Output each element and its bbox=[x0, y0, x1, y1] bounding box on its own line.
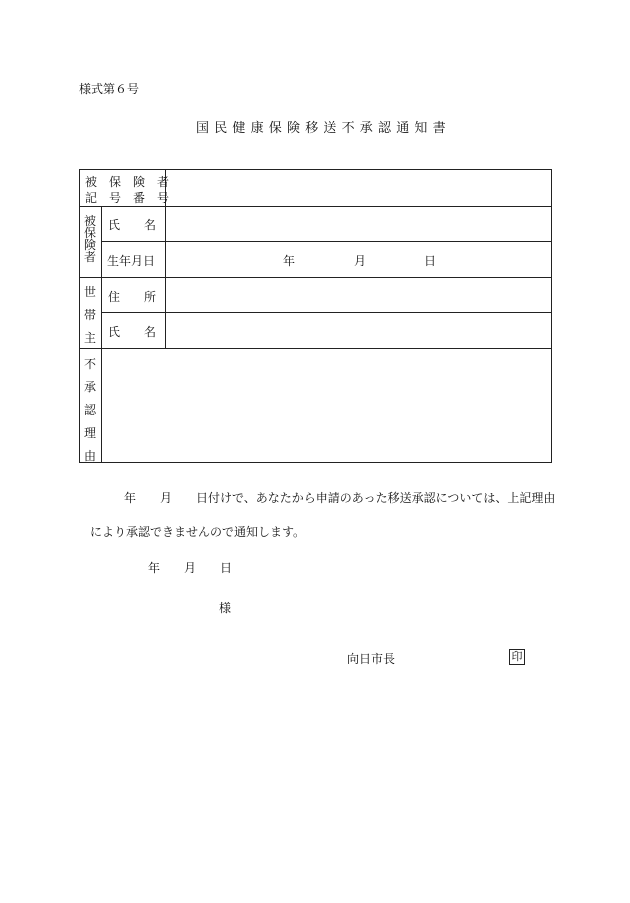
form-number: 様式第６号 bbox=[79, 82, 140, 96]
reason-label: 不 承 認 理 由 bbox=[83, 357, 96, 463]
application-table bbox=[79, 169, 552, 463]
birthdate-year: 年 bbox=[283, 254, 296, 268]
notice-line-2: により承認できませんので通知します。 bbox=[90, 525, 306, 539]
column-divider bbox=[101, 206, 102, 463]
row-divider bbox=[101, 241, 551, 242]
name-label: 氏 名 bbox=[108, 218, 157, 232]
householder-group-label: 世 帯 主 bbox=[83, 285, 96, 345]
address-label: 住 所 bbox=[108, 290, 157, 304]
householder-name-label: 氏 名 bbox=[108, 325, 157, 339]
birthdate-month: 月 bbox=[354, 254, 367, 268]
issuer-name: 向日市長 bbox=[347, 652, 396, 666]
notice-date: 年 月 日 bbox=[148, 561, 233, 575]
row-divider bbox=[80, 206, 551, 207]
insured-number-label-line2: 記 号 番 号 bbox=[85, 191, 170, 205]
insured-number-label-line1: 被 保 険 者 bbox=[85, 175, 170, 189]
row-divider bbox=[80, 348, 551, 349]
insured-group-label: 被 保 険 者 bbox=[83, 214, 96, 264]
birthdate-label: 生年月日 bbox=[107, 254, 156, 268]
row-divider bbox=[101, 312, 551, 313]
seal-stamp: 印 bbox=[509, 649, 525, 665]
notice-line-1: 年 月 日付けで、あなたから申請のあった移送承認については、上記理由 bbox=[124, 491, 556, 505]
document-title: 国民健康保険移送不承認通知書 bbox=[196, 121, 451, 136]
addressee-suffix: 様 bbox=[219, 601, 232, 615]
birthdate-day: 日 bbox=[424, 254, 437, 268]
row-divider bbox=[80, 277, 551, 278]
